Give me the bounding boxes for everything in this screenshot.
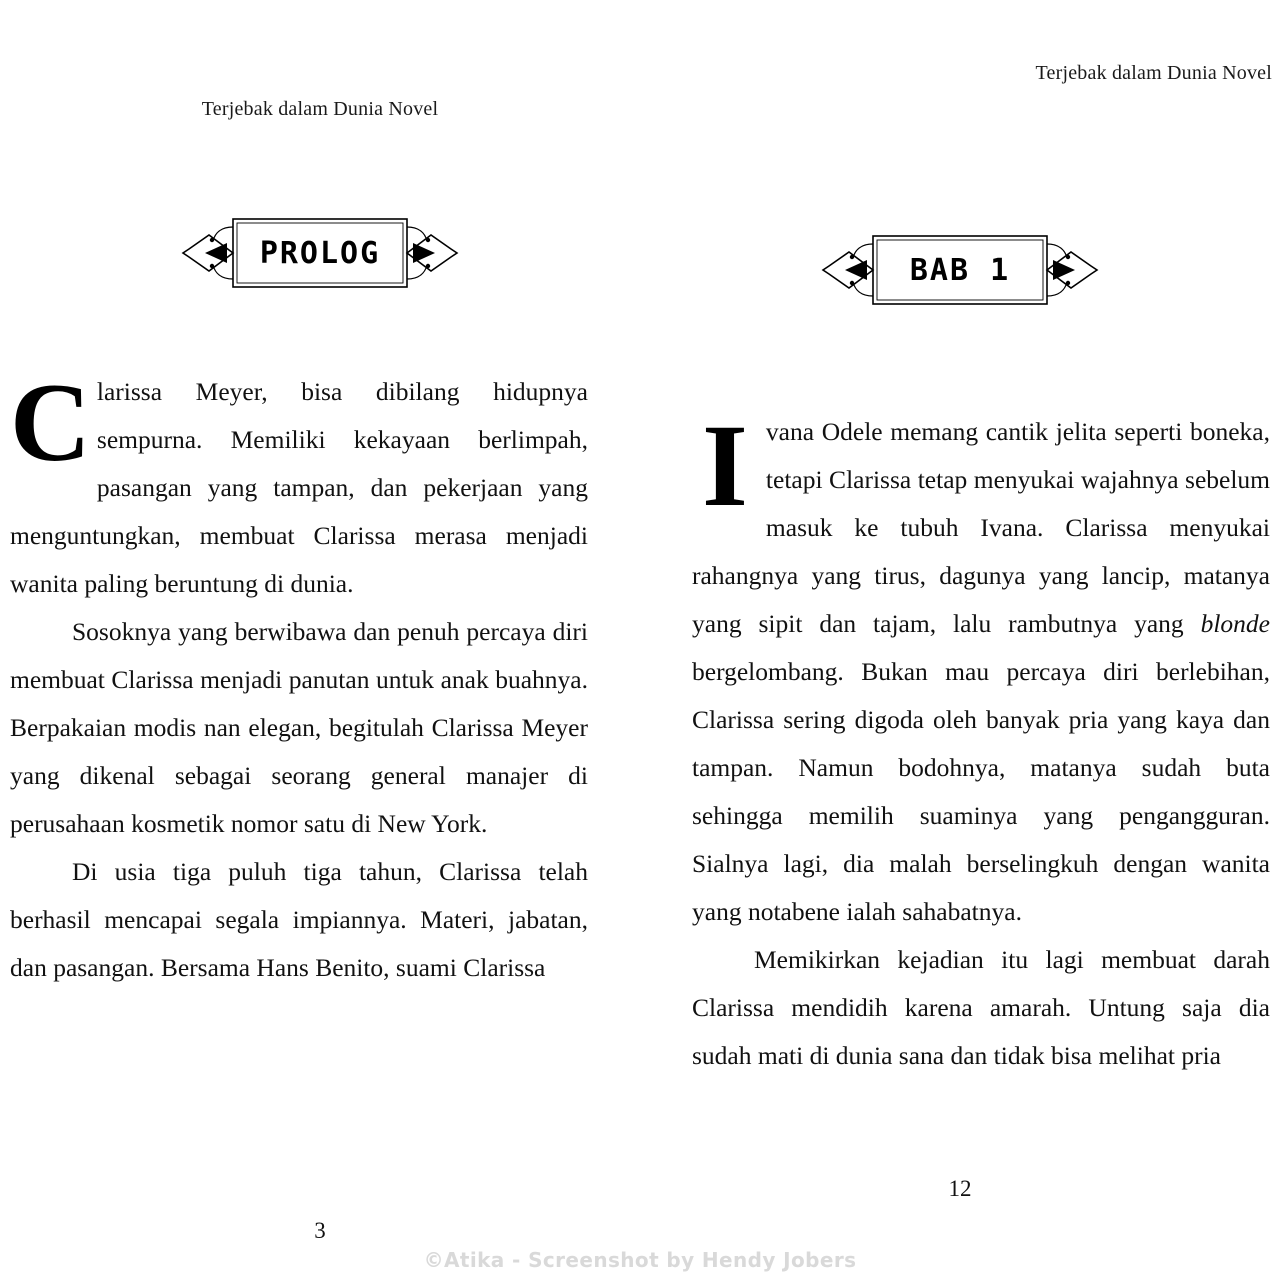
running-head-left: Terjebak dalam Dunia Novel [201, 98, 439, 120]
left-page-body [10, 361, 588, 992]
chapter-plate-prolog [175, 205, 465, 301]
watermark-text: ©Atika - Screenshot by Hendy Jobers [423, 1248, 857, 1272]
italic-word: blonde [1200, 609, 1270, 638]
page-number-left: 3 [314, 1218, 326, 1243]
chapter-title-left: PROLOG [259, 235, 381, 271]
drop-cap-right: I [702, 400, 748, 531]
paragraph-text-part2: bergelombang. Bukan mau percaya diri berlebihan, Clarissa sering digoda oleh banyak pria yang kaya dan tampan. Namun bodohnya, matanya sudah buta sehingga memilih suaminya yang pengangguran. Sialnya lagi, dia malah berselingkuh dengan wanita yang notabene ialah sahabatnya. [692, 657, 1270, 926]
running-head-right: Terjebak dalam Dunia Novel [1035, 62, 1272, 84]
paragraph: Memikirkan kejadian itu lagi membuat darah Clarissa mendidih karena amarah. Untung saja dia sudah mati di dunia sana dan tidak bisa melihat pria [692, 945, 1270, 1070]
paragraph-text-part1: vana Odele memang cantik jelita seperti boneka, tetapi Clarissa tetap menyukai wajahnya sebelum masuk ke tubuh Ivana. Clarissa menyukai rahangnya yang tirus, dagunya yang lancip, matanya yang sipit dan tajam, lalu rambutnya yang [692, 417, 1270, 638]
page-number-right: 12 [948, 1176, 972, 1201]
paragraph-text: larissa Meyer, bisa dibilang hidupnya sempurna. Memiliki kekayaan berlimpah, pasangan yang tampan, dan pekerjaan yang menguntungkan, membuat Clarissa merasa menjadi wanita paling beruntung di dunia. [10, 377, 588, 598]
chapter-title-right: BAB 1 [909, 252, 1011, 288]
paragraph [10, 361, 588, 608]
paragraph [692, 400, 1270, 936]
drop-cap-left: C [10, 361, 91, 485]
right-page-body [692, 400, 1270, 1080]
chapter-plate-bab1 [815, 222, 1105, 318]
paragraph: Di usia tiga puluh tiga tahun, Clarissa telah berhasil mencapai segala impiannya. Materi, jabatan, dan pasangan. Bersama Hans Benito, suami Clarissa [10, 857, 588, 982]
paragraph: Sosoknya yang berwibawa dan penuh percaya diri membuat Clarissa menjadi panutan untuk anak buahnya. Berpakaian modis nan elegan, begitulah Clarissa Meyer yang dikenal sebagai seorang general manajer di perusahaan kosmetik nomor satu di New York. [10, 617, 588, 838]
right-page [640, 0, 1280, 1280]
